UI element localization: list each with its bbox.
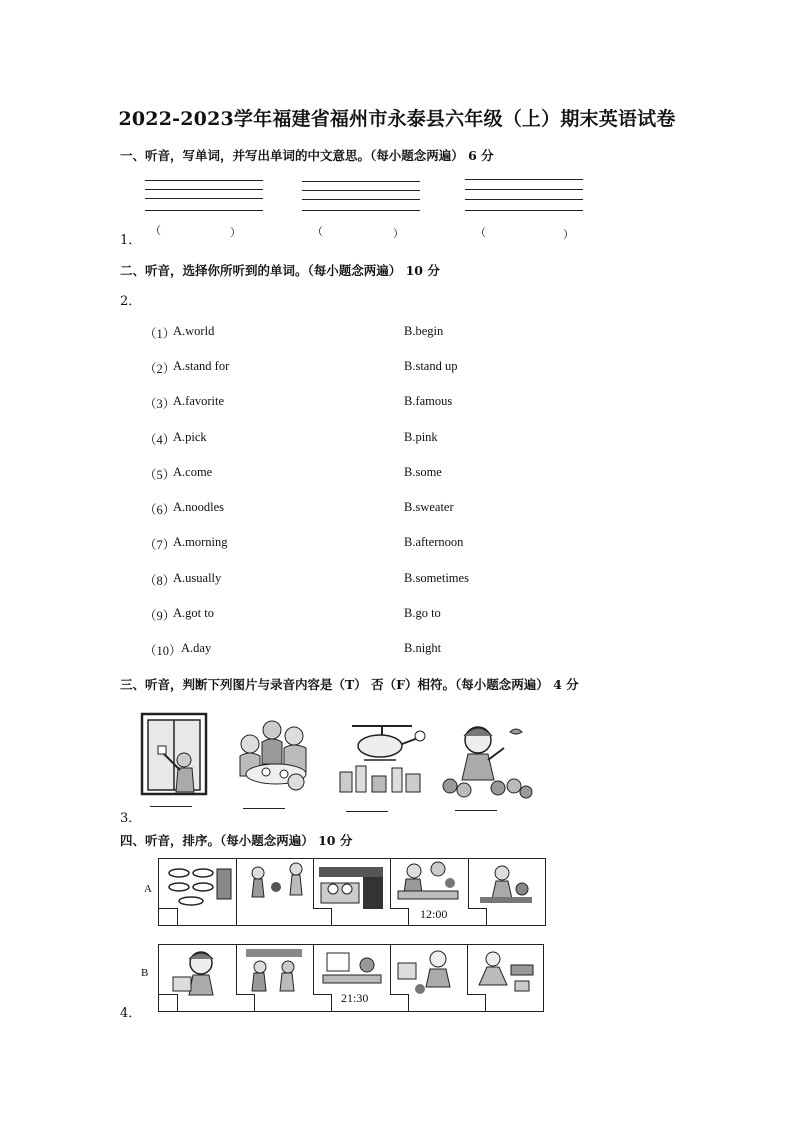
option-a: A.noodles [173,500,225,514]
order-box[interactable] [313,994,332,1011]
item-number: （6） [144,503,176,517]
option-a: A.come [173,465,213,479]
answer-paren-open-2: （ [312,225,323,238]
option-a: A.usually [173,571,222,585]
strip-cell [390,859,469,925]
strip-cell [468,859,545,925]
section4-heading: 四、听音，排序。（每小题念两遍） 10 分 [120,833,353,848]
row-label-a: A [144,883,152,895]
strip-cell [236,859,314,925]
answer-paren-open-3: （ [475,226,486,239]
answer-paren-close-1: ） [230,226,241,239]
question-number-1: 1． [120,233,142,248]
row-label-b: B [141,967,149,979]
option-a: A.pick [173,430,207,444]
option-b: B.begin [404,324,444,338]
option-a: A.stand for [173,359,230,373]
strip-cell [313,859,391,925]
strip-cell [159,945,237,1011]
option-b: B.pink [404,430,438,444]
order-box[interactable] [468,908,487,925]
window-picture [140,712,208,796]
answer-blank[interactable] [346,811,388,812]
order-box[interactable] [390,908,409,925]
answer-blank[interactable] [455,810,497,811]
question-number-2: 2． [120,294,142,309]
item-number: （9） [144,609,176,623]
kids-playing-ball-icon [236,859,313,925]
answer-paren-open-1: （ [150,224,161,237]
order-box[interactable] [390,994,409,1011]
item-number: （1） [144,327,176,341]
item-number: （8） [144,574,176,588]
option-a: A.got to [173,606,214,620]
option-b: B.famous [404,394,453,408]
strip-cell [467,945,543,1011]
option-b: B.night [404,641,442,655]
order-box[interactable] [313,908,332,925]
strip-cell [313,945,391,1011]
answer-blank[interactable] [150,806,192,807]
item-number: （5） [144,468,176,482]
section2-heading: 二、听音，选择你所听到的单词。（每小题念两遍） 10 分 [120,263,440,278]
page-title: 2022-2023学年福建省福州市永泰县六年级（上）期末英语试卷 [118,108,676,130]
family-picture [232,716,318,796]
option-b: B.afternoon [404,535,464,549]
option-b: B.sometimes [404,571,469,585]
order-box[interactable] [159,994,178,1011]
order-box[interactable] [467,994,486,1011]
strip-cell [390,945,468,1011]
clock-time-a: 12:00 [420,907,448,921]
section1-heading: 一、听音，写单词，并写出单词的中文意思。（每小题念两遍） 6 分 [120,148,494,163]
girl-garden-picture [438,714,534,800]
option-a: A.day [181,641,212,655]
sequence-strip-b [158,944,544,1012]
order-box[interactable] [236,994,255,1011]
option-b: B.sweater [404,500,454,514]
clock-time-b: 21:30 [341,991,369,1005]
order-box[interactable] [159,908,178,925]
item-number: （2） [144,362,176,376]
answer-paren-close-2: ） [393,227,404,240]
option-a: A.favorite [173,394,225,408]
strip-cell [159,859,237,925]
answer-blank[interactable] [243,808,285,809]
option-b: B.go to [404,606,441,620]
sequence-strip-a [158,858,546,926]
option-b: B.some [404,465,442,479]
section3-heading: 三、听音，判断下列图片与录音内容是（T） 否（F）相符。（每小题念两遍） 4 分 [120,677,579,692]
answer-paren-close-3: ） [563,228,574,241]
item-number: （10） [144,644,182,658]
option-a: A.world [173,324,215,338]
lunch-table-icon [390,859,468,907]
item-number: （4） [144,433,176,447]
strip-cell [236,945,314,1011]
bedtime-icon [313,945,390,991]
item-number: （7） [144,538,176,552]
item-number: （3） [144,397,176,411]
question-number-4: 4． [120,1006,142,1021]
question-number-3: 3． [120,811,142,826]
option-b: B.stand up [404,359,458,373]
option-a: A.morning [173,535,228,549]
helicopter-picture [334,716,428,794]
